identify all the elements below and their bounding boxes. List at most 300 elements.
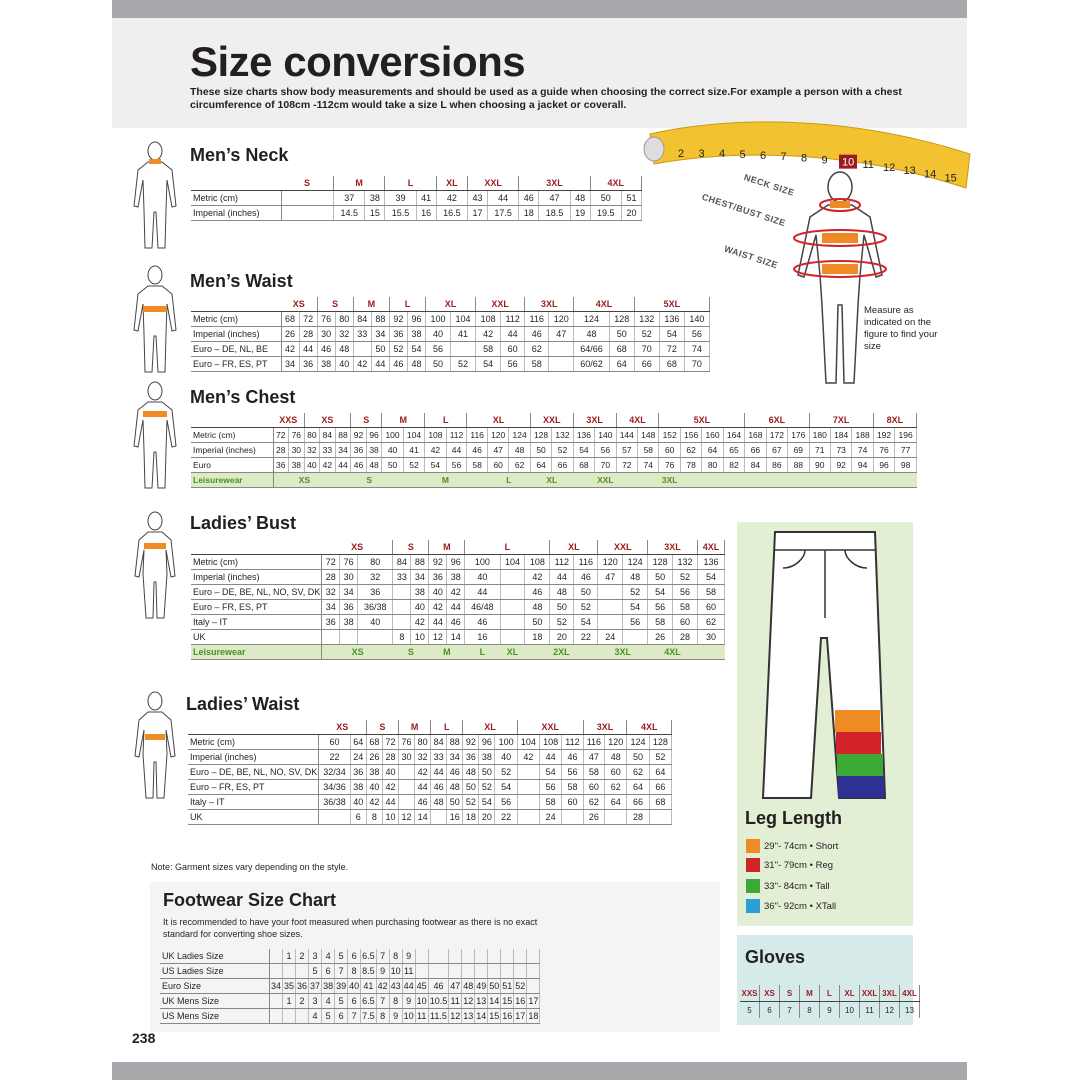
table-cell: 90 [809,458,830,473]
leg-short-item [746,839,838,853]
table-cell: 52 [451,357,476,372]
row-label: UK [188,810,319,825]
table-cell: 46 [428,979,449,994]
table-cell: 66 [552,458,573,473]
table-cell: 38 [365,191,385,206]
table-cell: 58 [539,795,561,810]
table-cell: 50 [479,765,495,780]
table-cell: 66 [649,780,671,795]
table-cell [431,810,447,825]
row-label: Euro – FR, ES, PT [191,357,281,372]
figure-chest-icon [130,380,180,492]
table-cell: 88 [335,428,351,443]
table-cell: 152 [659,428,680,443]
row-label: Imperial (inches) [191,570,322,585]
table-cell: 26 [583,810,604,825]
table-cell: 84 [431,735,447,750]
table-cell [462,949,475,964]
table-cell [353,342,371,357]
table-cell: 32 [358,570,393,585]
table-cell: 28 [627,810,649,825]
leisure-size: XL [530,473,573,488]
table-cell: 11 [415,1009,428,1024]
table-cell: 34 [340,585,358,600]
table-cell: 9 [376,964,389,979]
leisure-size: L [465,645,500,660]
table-cell: 28 [673,630,698,645]
table-cell: 72 [273,428,289,443]
leisure-size: 4XL [648,645,698,660]
size-header: S [281,176,334,191]
table-cell: 54 [407,342,425,357]
table-cell [270,964,283,979]
table-cell: 44 [429,615,447,630]
table-cell: 66 [627,795,649,810]
waist-size-label: WAIST SIZE [722,243,780,271]
table-cell: 42 [425,443,446,458]
table-cell: 60 [673,615,698,630]
table-cell: 26 [281,327,299,342]
table-cell: 72 [322,555,340,570]
table-cell: 54 [425,458,446,473]
glove-size-value: 13 [900,1002,920,1019]
table-cell: 148 [638,428,659,443]
table-cell: 22 [319,750,351,765]
table-cell [562,810,583,825]
row-label: Metric (cm) [188,735,319,750]
table-cell: 34 [281,357,299,372]
table-cell: 32/34 [319,765,351,780]
chest-size-label: CHEST/BUST SIZE [700,191,787,229]
row-label: Leisurewear [191,645,322,660]
table-cell: 48 [447,780,463,795]
gloves-title: Gloves [745,947,806,967]
table-cell: 28 [382,750,398,765]
size-header: 4XL [697,540,724,555]
table-cell: 6 [322,964,335,979]
table-cell: 46 [519,191,539,206]
table-cell [428,949,449,964]
table-cell: 36 [389,327,407,342]
table-cell: 86 [766,458,787,473]
page-number: 238 [132,1030,156,1046]
ladies-waist-table [188,720,672,825]
table-cell: 116 [583,735,604,750]
table-cell: 44 [431,765,447,780]
table-cell: 36 [296,979,309,994]
table-cell: 16 [447,810,463,825]
table-cell [501,949,514,964]
table-cell [270,1009,283,1024]
table-cell: 66 [745,443,766,458]
table-cell: 10 [402,1009,415,1024]
table-cell: 60/62 [574,357,609,372]
table-cell [398,795,414,810]
table-cell: 10 [382,810,398,825]
table-cell: 124 [627,735,649,750]
table-cell: 60 [487,458,508,473]
table-cell: 52 [479,780,495,795]
table-cell: 33 [431,750,447,765]
table-cell [283,1009,296,1024]
table-cell: 10 [411,630,429,645]
measurement-figure [780,165,900,390]
size-header: XXL [598,540,648,555]
table-cell [501,964,514,979]
table-row [191,555,725,570]
leisure-size: XXL [573,473,637,488]
table-cell: 184 [830,428,851,443]
table-cell: 22 [574,630,598,645]
table-cell: 60 [583,780,604,795]
table-cell: 76 [317,312,335,327]
trousers-icon [755,528,895,806]
table-cell: 42 [429,600,447,615]
table-cell: 56 [562,765,583,780]
size-header: 6XL [745,413,809,428]
table-cell [415,949,428,964]
table-cell [428,964,449,979]
table-cell: 42 [415,765,431,780]
table-cell [488,949,501,964]
table-cell: 128 [649,735,671,750]
table-cell: 32 [335,327,353,342]
table-cell: 124 [509,428,530,443]
table-cell [500,630,525,645]
table-cell: 140 [595,428,616,443]
table-cell: 68 [573,458,594,473]
table-cell: 64 [530,458,551,473]
table-cell: 10 [415,994,428,1009]
table-cell: 7 [335,964,348,979]
table-cell: 8 [389,949,402,964]
table-cell: 44 [415,780,431,795]
table-row [191,630,725,645]
table-cell: 42 [320,458,336,473]
table-cell: 18.5 [539,206,570,221]
tape-number: 6 [760,149,767,162]
table-cell [527,949,540,964]
table-cell: 64 [702,443,723,458]
table-row [191,443,917,458]
table-cell: 46 [574,570,598,585]
table-cell: 42 [476,327,501,342]
table-cell: 38 [289,458,305,473]
footwear-table [160,949,540,1024]
table-row [191,327,710,342]
table-cell: 19 [570,206,590,221]
table-cell: 71 [809,443,830,458]
table-cell: 52 [574,600,598,615]
measure-note: Measure as indicated on the figure to find your size [864,305,938,352]
footwear-title: Footwear Size Chart [163,890,337,910]
table-cell: 50 [648,570,673,585]
table-cell: 188 [852,428,873,443]
table-cell: 140 [684,312,709,327]
table-cell: 42 [382,780,398,795]
size-header: M [353,297,389,312]
table-cell: 42 [517,750,539,765]
table-cell: 46 [351,458,367,473]
leisure-size: XS [273,473,335,488]
table-cell: 34 [270,979,283,994]
table-cell: 38 [447,570,465,585]
table-cell: 5 [335,994,348,1009]
row-label: US Ladies Size [160,964,270,979]
table-cell [281,206,334,221]
leisure-size: L [487,473,530,488]
table-cell: 40 [304,458,320,473]
table-cell: 28 [322,570,340,585]
table-cell: 38 [407,327,425,342]
table-cell: 52 [403,458,424,473]
table-cell: 84 [320,428,336,443]
table-cell: 196 [895,428,917,443]
glove-size-value: 7 [780,1002,800,1019]
table-cell: 160 [702,428,723,443]
table-cell: 62 [605,780,627,795]
tape-number: 12 [883,162,896,174]
table-cell: 32 [304,443,320,458]
table-cell: 64 [627,780,649,795]
table-cell: 41 [361,979,377,994]
table-cell: 50 [550,600,574,615]
table-cell: 56 [623,615,648,630]
table-cell: 18 [525,630,550,645]
table-cell: 54 [495,780,517,795]
table-cell: 62 [583,795,604,810]
table-cell: 56 [495,795,517,810]
table-cell: 128 [648,555,673,570]
tape-number: 11 [862,159,874,172]
table-cell [281,191,334,206]
table-cell: 24 [350,750,366,765]
table-cell: 3 [309,949,322,964]
glove-size-value: 8 [800,1002,820,1019]
swatch-tall [746,879,760,893]
ladies-bust-table [191,540,725,660]
table-cell: 46 [465,615,500,630]
glove-size-header: S [780,985,800,1002]
size-header: XL [550,540,598,555]
table-cell: 30 [289,443,305,458]
table-cell: 116 [467,428,488,443]
table-cell: 58 [525,357,549,372]
table-cell: 48 [463,765,479,780]
table-cell: 128 [609,312,634,327]
table-cell: 42 [525,570,550,585]
glove-size-value: 6 [760,1002,780,1019]
size-header: XL [467,413,531,428]
garment-note: Note: Garment sizes vary depending on the style. [151,862,349,872]
table-cell: 44 [550,570,574,585]
table-cell: 132 [673,555,698,570]
table-cell: 28 [299,327,317,342]
size-header: XL [463,720,517,735]
table-cell: 46 [415,795,431,810]
table-cell: 50 [371,342,389,357]
table-cell: 17 [527,994,540,1009]
size-header: XXL [468,176,519,191]
table-cell: 34 [335,443,351,458]
size-header: 3XL [583,720,627,735]
table-cell: 17 [514,1009,527,1024]
table-cell: 168 [745,428,766,443]
table-cell: 3 [309,994,322,1009]
table-cell: 2 [296,994,309,1009]
table-cell [475,964,488,979]
table-cell: 70 [595,458,616,473]
table-cell: 36 [273,458,289,473]
table-cell: 74 [684,342,709,357]
table-cell: 136 [573,428,594,443]
table-cell: 62 [525,342,549,357]
table-cell: 84 [393,555,411,570]
table-cell: 7 [376,994,389,1009]
table-cell: 14.5 [334,206,365,221]
table-cell: 50 [525,615,550,630]
table-cell: 64 [350,735,366,750]
table-cell: 15.5 [385,206,416,221]
table-cell [488,964,501,979]
table-cell: 44 [465,585,500,600]
table-cell: 43 [389,979,402,994]
size-header: XL [436,176,467,191]
table-cell: 7 [376,949,389,964]
table-cell: 2 [296,949,309,964]
table-cell: 36 [322,615,340,630]
mens-neck-table [191,176,642,221]
size-header: L [465,540,550,555]
table-cell: 51 [621,191,641,206]
leisure-size: M [429,645,465,660]
glove-size-header: XXL [860,985,880,1002]
size-header: XS [281,297,317,312]
table-cell [270,994,283,1009]
table-cell: 50 [426,357,451,372]
table-row [191,206,642,221]
table-cell: 74 [852,443,873,458]
tape-number: 4 [719,148,726,161]
leg-label: 31"- 79cm • Reg [764,859,834,871]
leg-length-title: Leg Length [745,808,842,828]
table-cell: 9 [389,1009,402,1024]
table-cell: 72 [299,312,317,327]
table-row [191,191,642,206]
table-cell: 42 [411,615,429,630]
table-cell: 94 [852,458,873,473]
table-cell: 68 [281,312,299,327]
table-cell: 48 [525,600,550,615]
table-cell: 36 [350,765,366,780]
table-header [191,176,642,191]
table-cell: 14 [447,630,465,645]
leisure-size: XL [500,645,525,660]
row-label: US Mens Size [160,1009,270,1024]
table-cell: 128 [530,428,551,443]
row-label: Metric (cm) [191,555,322,570]
table-cell: 88 [411,555,429,570]
mens-waist-table [191,297,710,372]
table-row [188,795,672,810]
table-cell [322,630,340,645]
table-cell: 45 [415,979,428,994]
table-cell: 88 [371,312,389,327]
table-cell: 116 [525,312,549,327]
table-cell: 16 [501,1009,514,1024]
size-header: L [385,176,436,191]
table-cell: 38 [366,443,382,458]
table-cell: 19.5 [590,206,621,221]
size-header: S [366,720,398,735]
table-cell: 44 [446,443,467,458]
table-cell: 15 [501,994,514,1009]
table-cell: 9 [402,994,415,1009]
figure-ladies-waist-icon [130,690,180,802]
table-cell: 66 [634,357,659,372]
size-header: XS [319,720,367,735]
table-cell: 76 [340,555,358,570]
swatch-reg [746,858,760,872]
table-cell: 120 [487,428,508,443]
table-cell: 50 [488,979,501,994]
row-label: Metric (cm) [191,191,281,206]
table-cell: 72 [659,342,684,357]
table-cell: 11 [402,964,415,979]
glove-size-header: M [800,985,820,1002]
table-cell: 54 [623,600,648,615]
table-cell: 80 [358,555,393,570]
row-label: Metric (cm) [191,312,281,327]
table-header [191,297,710,312]
table-cell: 46 [447,765,463,780]
table-cell [462,964,475,979]
table-cell: 52 [552,443,573,458]
table-cell: 4 [322,949,335,964]
table-cell: 10 [389,964,402,979]
table-cell: 40 [426,327,451,342]
table-cell: 44 [335,458,351,473]
table-cell: 37 [334,191,365,206]
table-cell [475,949,488,964]
table-row [191,570,725,585]
table-cell: 34 [371,327,389,342]
table-cell: 124 [574,312,609,327]
table-cell: 68 [609,342,634,357]
table-cell: 34 [322,600,340,615]
table-cell: 176 [788,428,809,443]
table-cell: 14 [415,810,431,825]
leg-label: 29"- 74cm • Short [764,840,839,852]
table-cell: 48 [335,342,353,357]
table-cell: 180 [809,428,830,443]
leg-reg-item [746,858,833,872]
table-cell: 58 [638,443,659,458]
table-cell: 120 [549,312,574,327]
glove-size-header: XXS [740,985,760,1002]
table-cell: 20 [621,206,641,221]
leisure-size: S [335,473,403,488]
glove-size-value: 9 [820,1002,840,1019]
table-cell: 108 [476,312,501,327]
table-row [188,750,672,765]
table-cell [449,949,462,964]
swatch-short [746,839,760,853]
table-cell: 58 [562,780,583,795]
table-cell: 56 [539,780,561,795]
glove-size-header: L [820,985,840,1002]
table-cell: 38 [322,979,335,994]
